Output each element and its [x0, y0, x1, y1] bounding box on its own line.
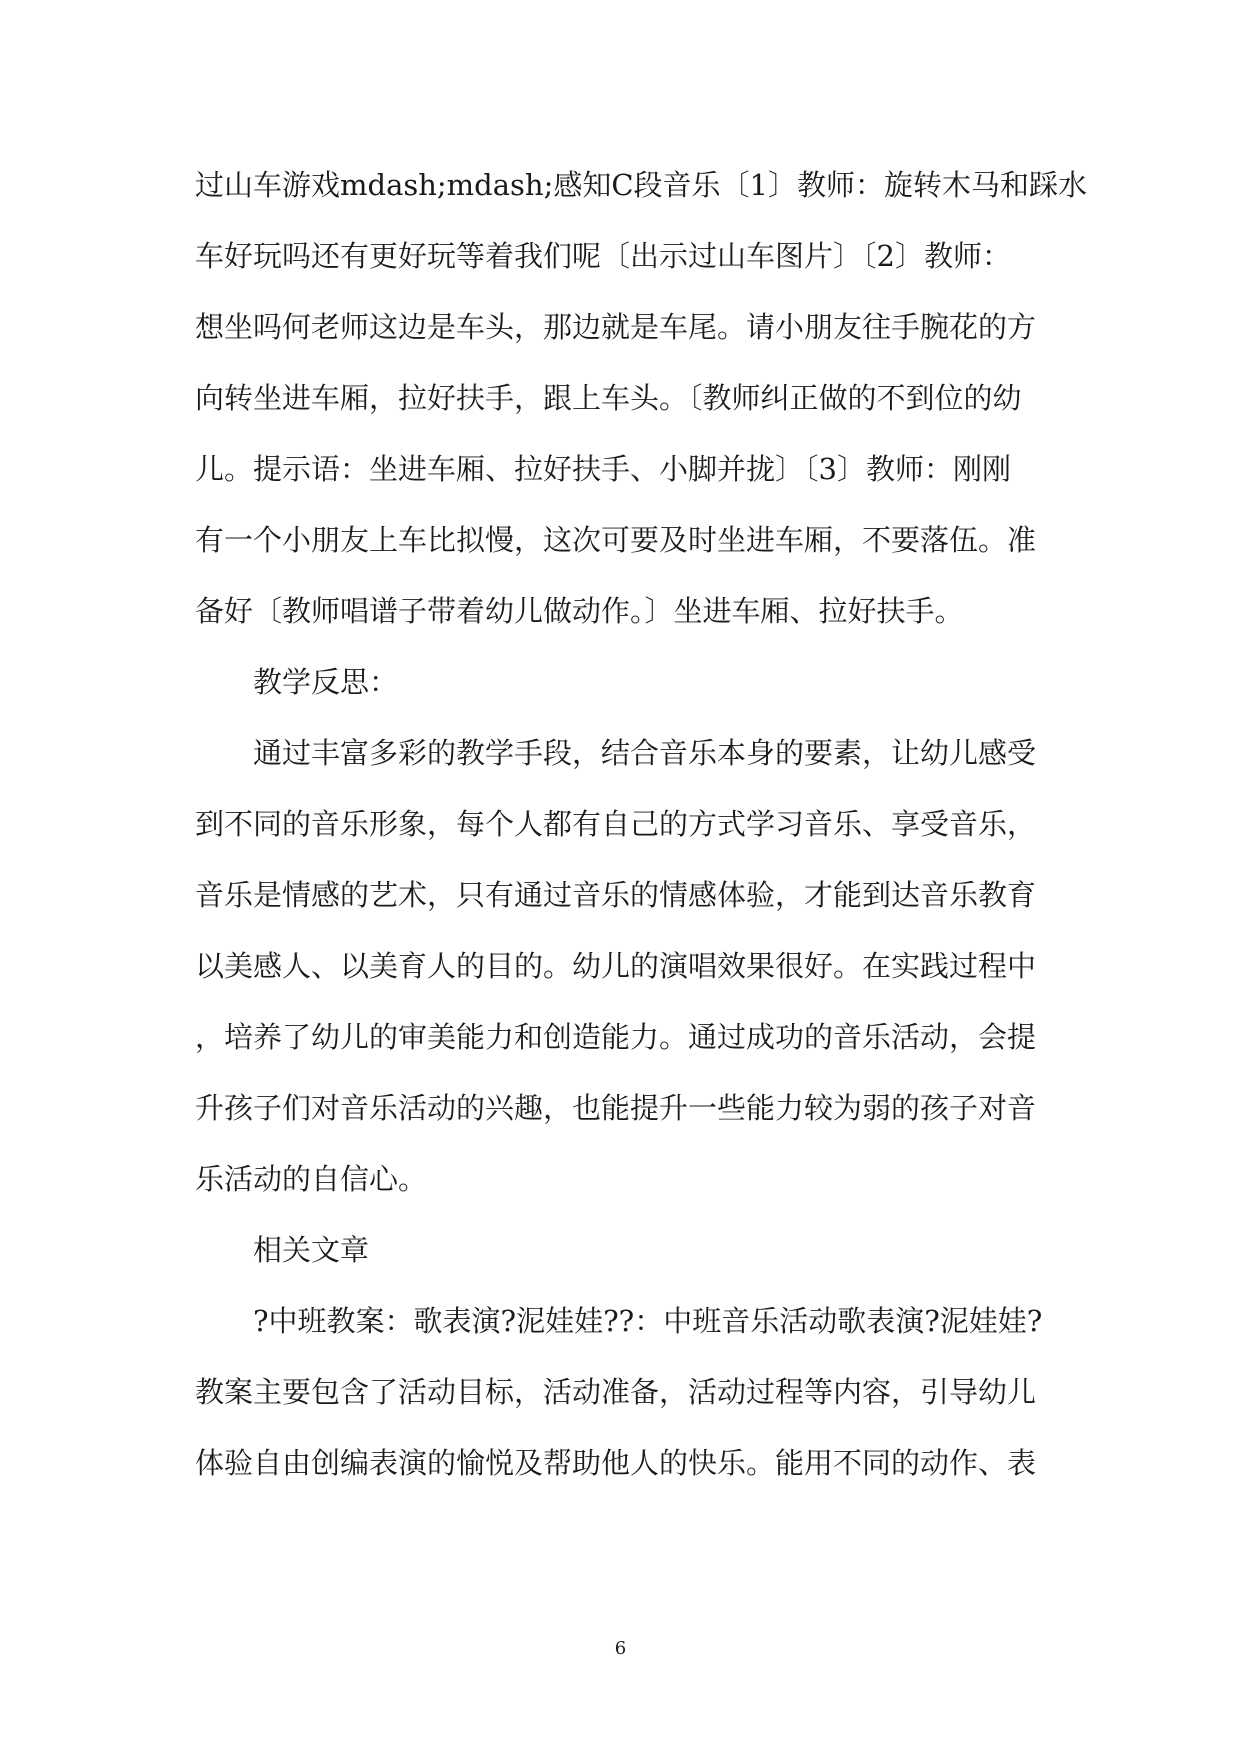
section-heading-teaching-reflection: 教学反思：	[253, 665, 399, 699]
text-line: 通过丰富多彩的教学手段，结合音乐本身的要素，让幼儿感受	[253, 736, 1037, 770]
text-line: 儿。提示语：坐进车厢、拉好扶手、小脚并拢〕〔3〕教师：刚刚	[195, 452, 1011, 486]
text-line: ?中班教案：歌表演?泥娃娃??：中班音乐活动歌表演?泥娃娃?	[253, 1304, 1043, 1338]
text-line: 向转坐进车厢，拉好扶手，跟上车头。〔教师纠正做的不到位的幼	[195, 381, 1022, 415]
document-body	[195, 150, 1088, 1499]
text-line: 车好玩吗还有更好玩等着我们呢〔出示过山车图片〕〔2〕教师：	[195, 239, 1011, 273]
text-line: 到不同的音乐形象，每个人都有自己的方式学习音乐、享受音乐，	[195, 807, 1037, 841]
text-line: 体验自由创编表演的愉悦及帮助他人的快乐。能用不同的动作、表	[195, 1446, 1037, 1480]
text-line: 音乐是情感的艺术，只有通过音乐的情感体验，才能到达音乐教育	[195, 878, 1037, 912]
text-line: 升孩子们对音乐活动的兴趣，也能提升一些能力较为弱的孩子对音	[195, 1091, 1037, 1125]
text-line: 备好〔教师唱谱子带着幼儿做动作。〕坐进车厢、拉好扶手。	[195, 594, 964, 628]
text-line: 乐活动的自信心。	[195, 1162, 428, 1196]
page-number: 6	[614, 1638, 627, 1659]
text-line: 过山车游戏mdash;mdash;感知C段音乐〔1〕教师：旋转木马和踩水	[195, 168, 1088, 202]
text-line: ，培养了幼儿的审美能力和创造能力。通过成功的音乐活动，会提	[195, 1020, 1037, 1054]
text-line: 以美感人、以美育人的目的。幼儿的演唱效果很好。在实践过程中	[195, 949, 1037, 983]
text-line: 想坐吗何老师这边是车头，那边就是车尾。请小朋友往手腕花的方	[195, 310, 1037, 344]
section-heading-related-articles: 相关文章	[253, 1233, 370, 1267]
text-line: 教案主要包含了活动目标，活动准备，活动过程等内容，引导幼儿	[195, 1375, 1037, 1409]
text-line: 有一个小朋友上车比拟慢，这次可要及时坐进车厢，不要落伍。准	[195, 523, 1037, 557]
